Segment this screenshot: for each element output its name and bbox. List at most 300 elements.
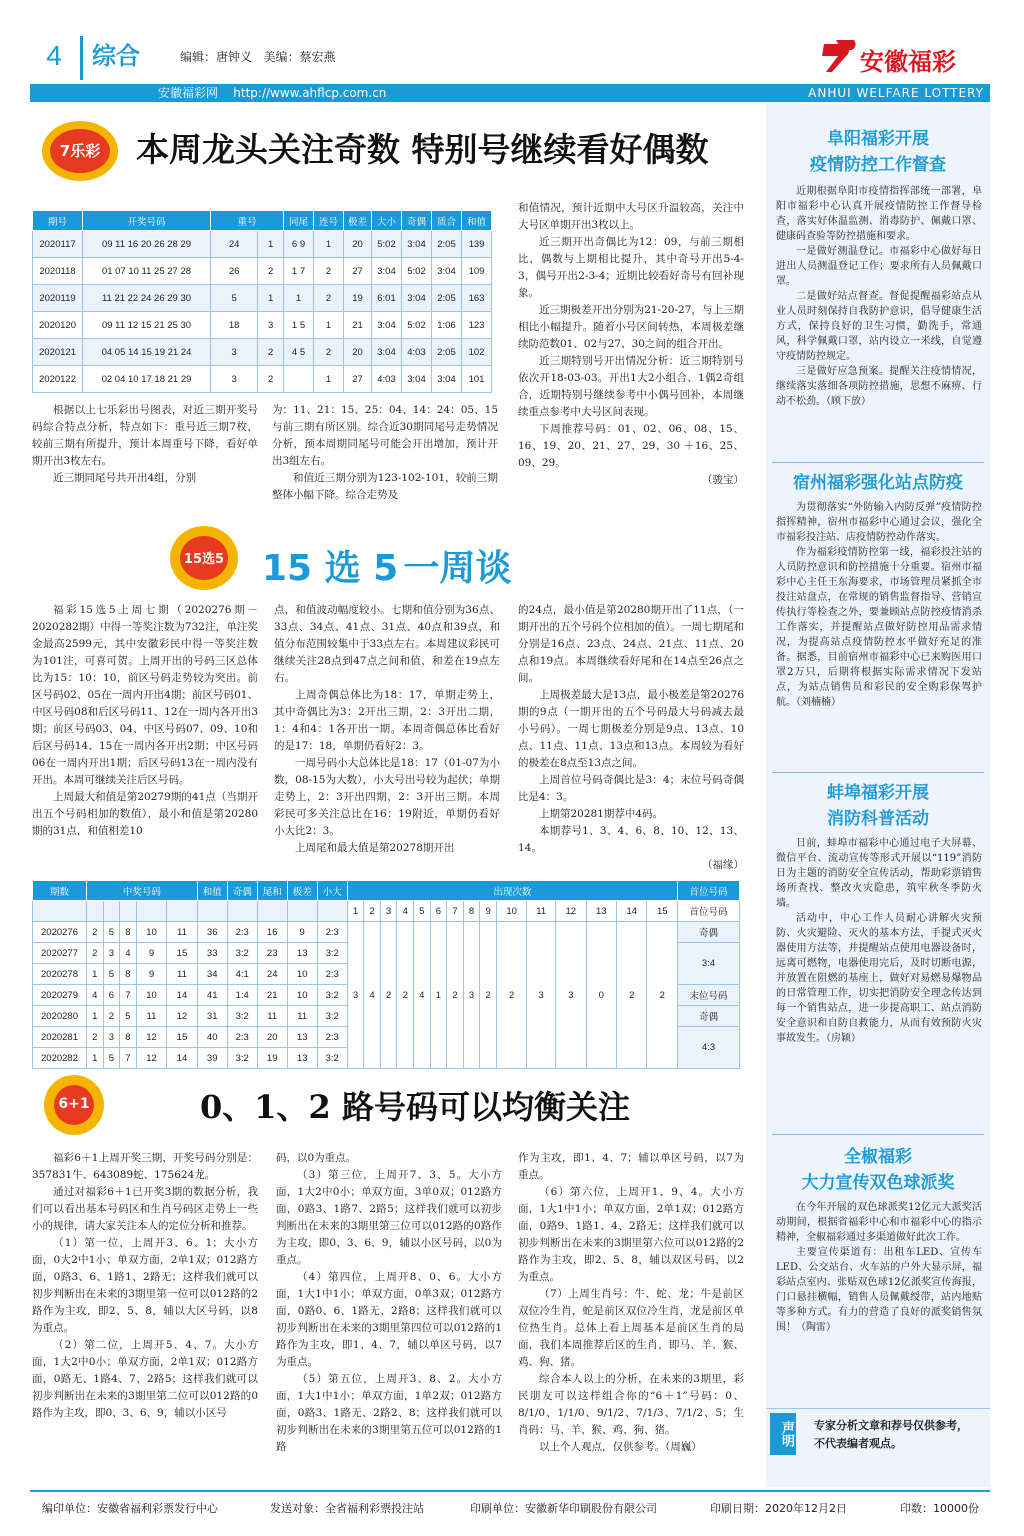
table-cell: 5:02	[402, 258, 432, 285]
table-cell: 13	[287, 943, 317, 964]
site-name: 安徽福彩网	[158, 86, 219, 100]
table-cell: 19	[257, 1048, 287, 1069]
table-cell: 19	[344, 285, 372, 312]
table-cell: 5	[103, 1048, 120, 1069]
footer-printer: 印刷单位：安徽新华印刷股份有限公司	[470, 1502, 657, 1515]
table-cell: 3:04	[372, 339, 402, 366]
title-line: 消防科普活动	[827, 809, 929, 829]
th: 和值	[197, 881, 227, 901]
table-cell: 11	[136, 1006, 166, 1027]
title-line: 蚌埠福彩开展	[827, 783, 929, 803]
paragraph: 点，和值波动幅度较小。七期和值分别为36点、33点、34点、41点、31点、40点和39点，和值分布范围较集中于33点左右。本周建议彩民可继续关注28点到47点之间和值，和差在19点左右。	[274, 604, 500, 684]
section-title: 综合	[92, 42, 140, 70]
table-cell: 01 07 10 11 25 27 28	[83, 258, 211, 285]
table-cell: 1 5	[284, 312, 314, 339]
table-cell: 3:04	[402, 231, 432, 258]
count-number-cell: 3	[380, 901, 397, 922]
empty-cell	[136, 901, 166, 922]
paragraph: 的24点，最小值是第20280期开出了11点，（一期开出的五个号码个位相加的值）。一周七期尾和分别是16点、23点、24点、21点、11点、20点和19点。本周继续看好尾和在14点至26点之间。	[518, 604, 744, 684]
footer-unit: 编印单位：安徽省福利彩票发行中心	[42, 1502, 218, 1515]
paragraph: 通过对福彩6＋1已开奖3期的数据分析，我们可以看出基本号码区和生肖号码区走势上一些小的规律，请大家关注本人的定位分析和推荐。	[32, 1186, 258, 1232]
table-header	[33, 881, 740, 901]
paragraph: 主要宣传渠道有：出租车LED、宣传车LED、公交站台、火车站的户外大显示屏，福彩站点室内、张贴双色球12亿派奖宣传海报，门口悬挂横幅，销售人员佩戴绶带，站内地贴等多种方式。有力的营造了良好的派奖销售氛围！（陶雷）	[776, 1247, 982, 1333]
table-cell: 4	[120, 943, 137, 964]
table-cell: 16	[257, 922, 287, 943]
th: 期号	[33, 211, 83, 231]
footer-divider	[30, 1490, 990, 1492]
article1-title: 本周龙头关注奇数 特别号继续看好偶数	[136, 130, 709, 169]
empty-cell	[317, 901, 347, 922]
count-cell: 2	[447, 922, 464, 1069]
table-cell: 101	[462, 366, 492, 393]
side-label-cell: 3:4	[678, 943, 740, 985]
table-cell: 11	[167, 964, 197, 985]
table-cell: 34	[197, 964, 227, 985]
table-cell: 11 21 22 24 26 29 30	[83, 285, 211, 312]
th: 小大	[317, 881, 347, 901]
table-cell: 33	[197, 943, 227, 964]
table-cell: 8	[120, 922, 137, 943]
table-cell: 3:04	[402, 285, 432, 312]
empty-cell	[103, 901, 120, 922]
paragraph: 福彩6＋1上周开奖三期，开奖号码分别是：357831牛、643089蛇、175624龙。	[32, 1152, 258, 1181]
paragraph: （2）第二位，上周开5、4、7。大小方面，1大2中0小；单双方面，2单1双；012路方面，0路无、1路4、7、2路5；这样我们就可以初步判断出在未来的3期里第二位可以012路的0路作为主攻，即0、3、6、9，辅以小区号	[32, 1339, 258, 1419]
title-line: 全椒福彩	[844, 1147, 912, 1167]
th: 同尾	[284, 211, 314, 231]
table-cell: 4	[87, 985, 104, 1006]
paragraph: （7）上周生肖号：牛、蛇、龙；牛是前区双位冷生肖，蛇是前区双位冷生肖，龙是前区单位热生肖。总体上看上周基本是前区生肖的局面，我们本周推荐后区的生肖，即马、羊、猴、鸡、狗、猪。	[518, 1288, 744, 1368]
table-cell: 2	[258, 366, 284, 393]
article1-col3	[518, 200, 744, 500]
article2-title-a: 15 选 5	[262, 548, 399, 589]
badge-15xuan5	[164, 522, 244, 594]
site-info	[158, 84, 386, 102]
th: 奇偶	[227, 881, 257, 901]
table-cell: 3	[103, 943, 120, 964]
header-divider	[80, 36, 83, 80]
table-cell: 2	[258, 339, 284, 366]
table-cell: 3:04	[402, 366, 432, 393]
lottery-logo-icon	[818, 36, 858, 76]
paragraph: 和值近三期分别为123-102-101，较前三期整体小幅下降。综合走势及	[272, 472, 498, 501]
table-cell: 2:3	[227, 1027, 257, 1048]
empty-cell	[257, 901, 287, 922]
table-cell: 2	[314, 285, 344, 312]
paragraph: 近三期特别号开出情况分析：近三期特别号依次开18-03-03。开出1大2小组合、1偶2奇组合，近期特别号继续参考中小偶号回补，本周继续重点参考中大号区间表现。	[518, 355, 744, 418]
th: 奇偶	[402, 211, 432, 231]
table-cell: 2:05	[432, 285, 462, 312]
table-cell: 18	[211, 312, 258, 339]
recommendation: 下周推荐号码：01、02、06、08、15、16、19、20、21、27、29、30 ＋16、25、09、29。	[518, 423, 744, 469]
table-cell: 02 04 10 17 18 21 29	[83, 366, 211, 393]
paragraph: 在今年开展的双色球派奖12亿元大派奖活动期间，根据省福彩中心和市福彩中心的指示精神，全椒福彩通过多渠道做好此次工作。	[776, 1202, 982, 1243]
table-cell: 3:04	[432, 258, 462, 285]
table-cell: 1:4	[227, 985, 257, 1006]
paragraph: 近期根据阜阳市疫情指挥部统一部署，阜阳市福彩中心认真开展疫情防控工作督导检查，落实好体温监测、消毒防护、佩戴口罩、健康码查验等防控措施和要求。	[776, 186, 982, 242]
empty-cell	[287, 901, 317, 922]
count-cell: 3	[556, 922, 586, 1069]
paragraph: 作为主攻，即1、4、7；辅以单区号码，以7为重点。	[518, 1152, 744, 1181]
table-cell: 2020119	[33, 285, 83, 312]
footer-copies: 印数：10000份	[900, 1502, 979, 1515]
count-cell: 2	[647, 922, 678, 1069]
table-cell: 4:03	[402, 339, 432, 366]
table-row	[33, 366, 492, 393]
table-cell: 3:04	[372, 312, 402, 339]
logo-text: 安徽福彩	[860, 47, 956, 76]
paragraph: 根据以上七乐彩出号图表，对近三期开奖号码综合特点分析，特点如下：重号近三期7枚，较前三期有所提升，预计本周重号下降，看好单期开出3枚左右。	[32, 404, 258, 467]
table-cell: 12	[167, 1006, 197, 1027]
paragraph: 上期第20281期荐中4码。	[539, 808, 664, 820]
empty-cell	[227, 901, 257, 922]
count-number-cell: 7	[447, 901, 464, 922]
paragraph: 近三期极差开出分别为21-20-27，与上三期相比小幅提升。随着小号区间转热，本周极差继续防范数01、02与27、30之间的组合开出。	[518, 304, 744, 350]
table-cell: 1 7	[284, 258, 314, 285]
table-cell: 2	[103, 1006, 120, 1027]
author: （骏宝）	[702, 474, 744, 486]
table-cell: 13	[287, 1027, 317, 1048]
table-cell: 2:3	[317, 922, 347, 943]
paragraph: （1）第一位，上周开3、6、1；大小方面，0大2中1小；单双方面，2单1双；012路方面，0路3、6、1路1、2路无；这样我们就可以初步判断出在未来的3期里第一位可以012路的2路作为主攻，即2、5、8，辅以大区号码，以8为重点。	[32, 1237, 258, 1334]
table-cell: 3:2	[227, 943, 257, 964]
table-cell: 1	[314, 366, 344, 393]
article1-col2	[272, 402, 498, 502]
empty-cell	[87, 901, 104, 922]
table-cell: 3	[211, 366, 258, 393]
table-cell: 2020122	[33, 366, 83, 393]
table-cell: 8	[120, 1027, 137, 1048]
table-cell: 21	[257, 985, 287, 1006]
table-cell: 2	[87, 943, 104, 964]
line: 专家分析文章和荐号仅供参考，	[814, 1419, 968, 1432]
count-number-cell: 2	[364, 901, 381, 922]
table-cell: 27	[344, 258, 372, 285]
table-cell: 15	[167, 943, 197, 964]
paragraph: 日前，蚌埠市福彩中心通过电子大屏幕、微信平台、流动宣传等形式开展以“119”消防日为主题的消防安全宣传活动，帮助彩票销售场所查找、整改火灾隐患，筑牢秋冬季防火墙。	[776, 838, 982, 909]
article2-col2	[274, 602, 500, 874]
empty-cell	[120, 901, 137, 922]
th: 中奖号码	[87, 881, 198, 901]
table-row	[33, 258, 492, 285]
sidebar-divider	[772, 462, 984, 463]
table-cell: 123	[462, 312, 492, 339]
table-cell: 2	[314, 339, 344, 366]
table-cell: 31	[197, 1006, 227, 1027]
table-cell: 2020118	[33, 258, 83, 285]
table-cell: 11	[257, 1006, 287, 1027]
table-cell: 5	[120, 1006, 137, 1027]
th: 首位号码	[678, 881, 740, 901]
table-cell: 8	[120, 964, 137, 985]
table-cell: 163	[462, 285, 492, 312]
article3-col1	[32, 1150, 258, 1484]
paragraph: 和值情况，预计近期中大号区升温较高，关注中大号区单期开出3枚以上。	[518, 202, 744, 231]
article2-col1	[32, 602, 258, 874]
table-cell: 2020281	[33, 1027, 87, 1048]
table-cell: 3	[211, 339, 258, 366]
table-cell: 2	[314, 258, 344, 285]
table-cell: 139	[462, 231, 492, 258]
side-label-cell: 奇偶	[678, 922, 740, 943]
table-cell: 2	[258, 258, 284, 285]
table-cell: 09 11 16 20 26 28 29	[83, 231, 211, 258]
table-cell: 1	[87, 964, 104, 985]
lottery-logo	[818, 36, 998, 80]
table-cell: 04 05 14 15 19 21 24	[83, 339, 211, 366]
count-number-cell: 8	[463, 901, 480, 922]
table-cell: 12	[136, 1027, 166, 1048]
article2-title	[262, 540, 511, 591]
table-cell: 2020277	[33, 943, 87, 964]
count-cell: 4	[364, 922, 381, 1069]
badge-7lecai-text: 7乐彩	[59, 142, 101, 160]
count-cell: 1	[430, 922, 447, 1069]
paragraph: 二是做好站点督查。督促提醒福彩站点从业人员时刻保持自我防护意识，倡导健康生活方式，保持良好的卫生习惯，勤洗手，常通风，科学佩戴口罩，站内设立一米线，自觉遵守疫情防控规定。	[776, 291, 982, 362]
site-url[interactable]: http://www.ahflcp.com.cn	[233, 86, 387, 100]
table-cell: 2:05	[432, 339, 462, 366]
side-label-cell: 4:3	[678, 1027, 740, 1069]
table-cell: 14	[167, 985, 197, 1006]
paragraph: 作为福彩疫情防控第一线，福彩投注站的人员防控意识和防控措施十分重要。宿州市福彩中心主任王东海要求，市场管理员紧抓全市投注站盘点，在常规的销售监督指导、营销宣传执行等检查之外，要兼顾站点防控疫情消杀工作落实，并提醒站点做好防控用品需求情况，为提高站点疫情防控水平做好充足的准备。据悉，目前宿州市福彩中心已来购医用口罩2万只，后期将根据实际需求情况下发站点，为站点销售员和彩民的安全购彩保驾护航。（刘楠楠）	[776, 547, 982, 708]
paragraph: 上周尾和最大值是第20278期开出	[295, 842, 455, 854]
table-cell: 26	[211, 258, 258, 285]
badge-6plus1	[38, 1070, 110, 1140]
th: 尾和	[257, 881, 287, 901]
footer-date: 印刷日期：2020年12月2日	[710, 1502, 847, 1515]
article2-title-b: 一周谈	[403, 548, 512, 589]
sidebar-news1-title	[766, 126, 990, 178]
closing: 以上个人观点，仅供参考。（周巍）	[539, 1441, 702, 1453]
designer: 美编：蔡宏燕	[263, 50, 336, 64]
first-label-cell: 首位号码	[678, 901, 740, 922]
count-cell: 4	[414, 922, 431, 1069]
table-cell: 20	[257, 1027, 287, 1048]
table-cell: 2:3	[317, 1027, 347, 1048]
table-cell: 10	[287, 985, 317, 1006]
table-header	[33, 211, 492, 231]
table-row	[33, 231, 492, 258]
count-cell: 3	[527, 922, 556, 1069]
table-cell: 24	[211, 231, 258, 258]
count-number-cell: 1	[347, 901, 364, 922]
paragraph: 为：11、21：15、25：04、14：24：05、15与前三期有所区别。综合近30期同尾号走势情况分析，预本周期同尾号可能会开出增加，预计开出3组左右。	[272, 404, 498, 467]
count-cell: 2	[496, 922, 526, 1069]
footer-target: 发送对象：全省福利彩票投注站	[270, 1502, 424, 1515]
table-cell: 3:2	[227, 1048, 257, 1069]
counts-header-row	[33, 901, 740, 922]
table-cell: 4:03	[372, 366, 402, 393]
table-cell: 1	[284, 285, 314, 312]
table-cell: 4:1	[227, 964, 257, 985]
count-number-cell: 5	[414, 901, 431, 922]
table-cell: 7	[120, 1048, 137, 1069]
sidebar-news2-title: 宿州福彩强化站点防疫	[793, 473, 963, 493]
table-cell: 10	[136, 985, 166, 1006]
english-name: ANHUI WELFARE LOTTERY	[808, 86, 984, 100]
paragraph: 上周首位号码奇偶比是3：4；末位号码奇偶比是4：3。	[518, 774, 744, 803]
article3-title: 0、1、2 路号码可以均衡关注	[200, 1088, 630, 1126]
table-cell: 2:3	[317, 964, 347, 985]
table-cell: 4 5	[284, 339, 314, 366]
table-cell: 3:2	[317, 985, 347, 1006]
paragraph: 近三期同尾号共开出4组，分别	[53, 472, 197, 484]
site-bar	[30, 84, 990, 102]
15xuan5-table	[32, 880, 740, 1069]
table-cell: 2:3	[227, 922, 257, 943]
table-cell: 9	[287, 922, 317, 943]
table-cell: 1	[314, 312, 344, 339]
sidebar-news2-body	[776, 500, 982, 710]
table-cell: 21	[344, 312, 372, 339]
badge-6plus1-text: 6+1	[58, 1096, 90, 1112]
count-cell: 2	[380, 922, 397, 1069]
table-cell: 5	[103, 922, 120, 943]
table-cell: 3:2	[317, 943, 347, 964]
paragraph: 近三期开出奇偶比为12：09，与前三期相比，偶数与上期相比提升，其中奇号开出5-4-3，偶号开出2-3-4；近期比较看好奇号有回补现象。	[518, 236, 744, 299]
side-label-cell: 奇偶	[678, 1006, 740, 1027]
paragraph: 上周奇偶总体比为18：17，单期走势上，其中奇偶比为3：2开出三期，2：3开出二期，1：4和4：1各开出一期。本周奇偶总体比看好的是17：18，单期仍看好2：3。	[274, 689, 500, 752]
paragraph: 一是做好测温登记。市福彩中心做好每日进出人员测温登记工作；要求所有人员佩戴口罩。	[776, 246, 982, 287]
paragraph: 为贯彻落实“外防输入内防反弹”疫情防控指挥精神，宿州市福彩中心通过会议，强化全市福彩投注站、店疫情防控动作落实。	[776, 502, 982, 543]
table-cell: 23	[257, 943, 287, 964]
article1-col1	[32, 402, 258, 502]
author: （福缘）	[702, 859, 744, 871]
table-cell: 5	[211, 285, 258, 312]
table-cell: 6	[103, 985, 120, 1006]
paragraph: 综合本人以上的分析，在未来的3期里，彩民朋友可以这样组合你的“6＋1”号码：0、8/1/0、1/1/0、9/1/2、7/1/3、7/1/2、5；生肖码：马、羊、猴、鸡、狗、猪。	[518, 1373, 744, 1436]
th: 连号	[314, 211, 344, 231]
th: 大小	[372, 211, 402, 231]
paragraph: 码，以0为重点。	[276, 1152, 357, 1164]
table-cell: 3	[103, 1027, 120, 1048]
sidebar-divider	[772, 1134, 984, 1135]
disclaimer-text	[814, 1417, 968, 1453]
count-number-cell: 9	[480, 901, 497, 922]
paragraph: （4）第四位，上周开8、0、6。大小方面，1大1中1小；单双方面，0单3双；012路方面，0路0、6、1路无、2路8；这样我们就可以初步判断出在未来的3期里第四位可以012路的1路作为主攻，即1、4、7，辅以单区号码，以7为重点。	[276, 1271, 502, 1368]
count-number-cell: 4	[397, 901, 414, 922]
table-cell: 2020117	[33, 231, 83, 258]
count-cell: 2	[616, 922, 646, 1069]
table-cell: 3:2	[317, 1006, 347, 1027]
paragraph: 活动中，中心工作人员耐心讲解火灾预防、火灾避险、灭火的基本方法，手提式灭火器使用方法等，并提醒站点使用电器设备时，远离可燃物，电器使用完后，及时切断电源，并放置在阻燃的基座上，做好对易燃易爆物品的日常管理工作，切实把消防安全理念传达到每一个销售站点，进一步提高职工、站点消防安全意识和自防自救能力，从而有效预防火灾事故发生。（房颖）	[776, 913, 982, 1044]
count-number-cell: 6	[430, 901, 447, 922]
table-cell: 9	[136, 964, 166, 985]
table-cell: 20	[344, 231, 372, 258]
table-cell: 2020278	[33, 964, 87, 985]
table-cell: 24	[257, 964, 287, 985]
table-row	[33, 285, 492, 312]
table-cell: 10	[287, 964, 317, 985]
empty-cell	[33, 901, 87, 922]
sidebar-divider	[772, 772, 984, 773]
paragraph: （3）第三位，上周开7、3、5。大小方面，1大2中0小；单双方面，3单0双；012路方面，0路3、1路7、2路5；这样我们就可以初步判断出在未来的3期里第三位可以012路的0路作为主攻，即0、3、6、9，辅以小区号码，以0为重点。	[276, 1169, 502, 1266]
sidebar	[766, 104, 990, 1487]
table-cell: 3:04	[372, 258, 402, 285]
qilecai-table	[32, 210, 492, 393]
title-line: 大力宣传双色球派奖	[801, 1173, 955, 1193]
article3-col3	[518, 1150, 744, 1484]
table-cell: 5	[103, 964, 120, 985]
paragraph: 福彩15选5上周七期（2020276期－2020282期）中得一等奖注数为732注，单注奖金最高2599元，其中安徽彩民中得一等奖注数为101注，可喜可贺。上周开出的号码三区总体比为15：10：10，前区号码走势较为突出。前区号码02、05在一周内开出4期；前区号码01、中区号码08和后区号码11、12在一周内各开出3期；前区号码03、04、中区号码07、09、10和后区号码14、15在一周内各开出2期；中区号码06在一周内开出1期；后区号码13在一周内没有开出。本周可继续关注后区号码。	[32, 604, 258, 786]
paragraph: 三是做好应急预案。提醒关注疫情情况，继续落实落细各项防控措施，思想不麻痹、行动不松劲。（顾下放）	[776, 366, 982, 407]
count-number-cell: 10	[496, 901, 526, 922]
count-number-cell: 11	[527, 901, 556, 922]
table-cell: 2020282	[33, 1048, 87, 1069]
table-cell: 1	[258, 231, 284, 258]
count-number-cell: 15	[647, 901, 678, 922]
th: 和值	[462, 211, 492, 231]
disclaimer-label: 声明	[770, 1413, 796, 1455]
table-cell: 109	[462, 258, 492, 285]
disclaimer	[766, 1408, 990, 1458]
table-cell: 7	[120, 985, 137, 1006]
title-line: 阜阳福彩开展	[827, 129, 929, 149]
th: 开奖号码	[83, 211, 211, 231]
table-cell	[284, 366, 314, 393]
count-number-cell: 14	[616, 901, 646, 922]
table-cell: 2:05	[432, 231, 462, 258]
title-line: 疫情防控工作督查	[810, 155, 946, 175]
table-row	[33, 339, 492, 366]
table-cell: 13	[287, 1048, 317, 1069]
table-cell: 1	[87, 1006, 104, 1027]
count-number-cell: 13	[586, 901, 616, 922]
table-cell: 39	[197, 1048, 227, 1069]
table-cell: 3:2	[317, 1048, 347, 1069]
article2-col3	[518, 602, 744, 874]
badge-7lecai	[34, 118, 126, 184]
table-row	[33, 922, 740, 943]
table-cell: 1:06	[432, 312, 462, 339]
table-cell: 1	[87, 1048, 104, 1069]
empty-cell	[167, 901, 197, 922]
paragraph: （6）第六位，上周开1、9、4。大小方面，1大1中1小；单双方面，2单1双；012路方面，0路9、1路1、4、2路无；这样我们就可以初步判断出在未来的3期里第六位可以012路的2路作为主攻，即2、5、8，辅以双区号码，以2为重点。	[518, 1186, 744, 1283]
sidebar-news4-title	[766, 1144, 990, 1196]
th: 出现次数	[347, 881, 677, 901]
table-cell: 2020280	[33, 1006, 87, 1027]
table-cell: 27	[344, 366, 372, 393]
empty-cell	[197, 901, 227, 922]
side-label-cell: 末位号码	[678, 985, 740, 1006]
table-cell: 11	[287, 1006, 317, 1027]
sidebar-news3-title	[766, 780, 990, 832]
recommendation: 本期荐号1、3、4、6、8、10、12、13、14。	[518, 825, 744, 854]
paragraph: 上周极差最大是13点，最小极差是第20276期的9点（一期开出的五个号码最大号码减去最小号码）。一周七期极差分别是9点、13点、10点、11点、11点、13点和13点。本周较为看好的极差在8点至13点之间。	[518, 689, 744, 769]
th: 质合	[432, 211, 462, 231]
table-cell: 15	[167, 1027, 197, 1048]
table-cell: 14	[167, 1048, 197, 1069]
table-cell: 102	[462, 339, 492, 366]
table-cell: 11	[167, 922, 197, 943]
table-cell: 2020279	[33, 985, 87, 1006]
article3-col2	[276, 1150, 502, 1484]
table-cell: 10	[136, 922, 166, 943]
editor: 编辑：唐钟义	[180, 50, 253, 64]
paragraph: 上周最大和值是第20279期的41点（当期开出五个号码相加的数值），最小和值是第20280期的31点，和值相差10	[32, 791, 258, 837]
count-cell: 0	[586, 922, 616, 1069]
table-cell: 3	[258, 312, 284, 339]
th: 期数	[33, 881, 87, 901]
sidebar-news3-body	[776, 836, 982, 1046]
table-cell: 2020121	[33, 339, 83, 366]
badge-15xuan5-text: 15选5	[183, 552, 225, 567]
table-cell: 3:2	[227, 1006, 257, 1027]
page-number: 4	[46, 40, 62, 71]
table-row	[33, 312, 492, 339]
table-cell: 40	[197, 1027, 227, 1048]
table-cell: 5:02	[402, 312, 432, 339]
editor-credits	[180, 48, 335, 65]
